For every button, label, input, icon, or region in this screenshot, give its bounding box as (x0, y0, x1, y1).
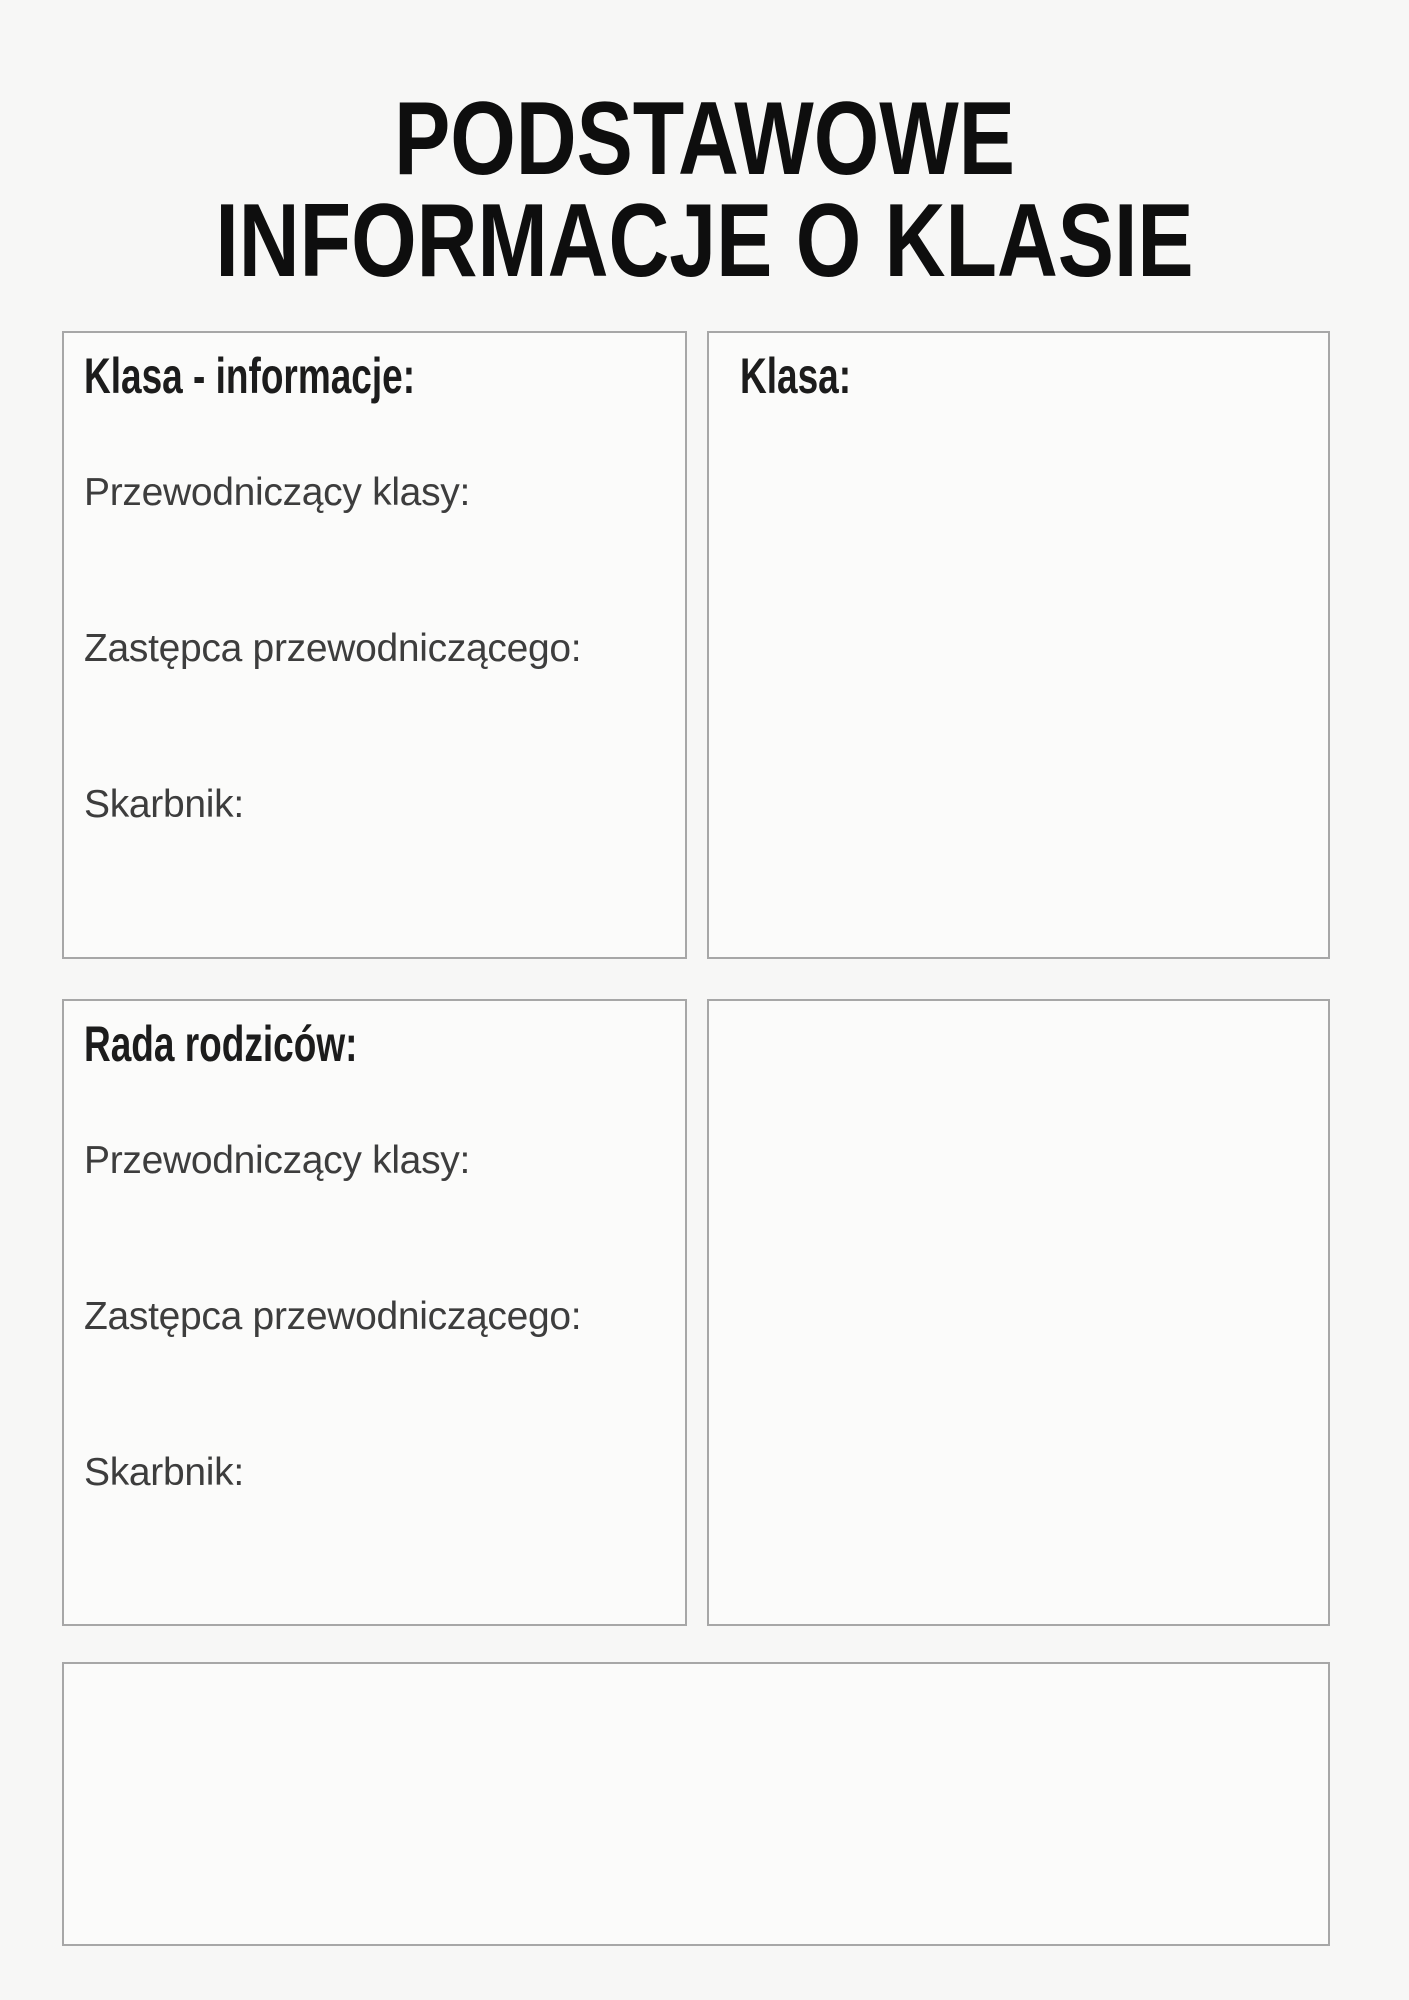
field-class-president: Przewodniczący klasy: (84, 471, 471, 514)
class-info-box (62, 331, 687, 959)
class-box (707, 331, 1330, 959)
class-heading: Klasa: (740, 348, 852, 404)
field-council-vice-president: Zastępca przewodniczącego: (84, 1295, 582, 1338)
content-area (0, 292, 1409, 1946)
bottom-notes-box (62, 1662, 1330, 1946)
field-council-treasurer: Skarbnik: (84, 1451, 244, 1494)
class-info-heading: Klasa - informacje: (84, 348, 416, 404)
info-grid (62, 331, 1330, 1626)
field-council-president: Przewodniczący klasy: (84, 1139, 471, 1182)
page-title-line-1: PODSTAWOWE (394, 81, 1015, 197)
field-class-treasurer: Skarbnik: (84, 783, 244, 826)
page-title-line-2: INFORMACJE O KLASIE (215, 183, 1194, 299)
blank-answer-box (707, 999, 1330, 1626)
parents-council-heading: Rada rodziców: (84, 1016, 358, 1072)
field-class-vice-president: Zastępca przewodniczącego: (84, 627, 582, 670)
page-title (0, 0, 1409, 299)
parents-council-box (62, 999, 687, 1626)
